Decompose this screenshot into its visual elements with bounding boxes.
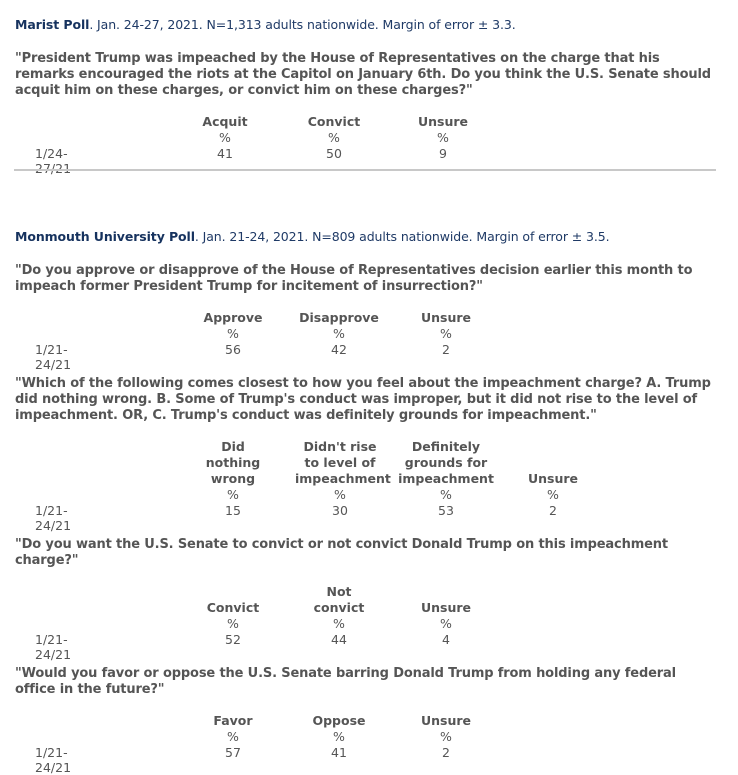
question-text: "Which of the following comes closest to how you feel about the impeachment charge? A. Trump did nothing wrong. B. Some of Trump's conduct was improper, but it did not rise to the level of impeachment. OR, C. Trump's conduct was definitely grounds for impeachment." <box>15 376 711 423</box>
column-header: Convict <box>307 114 361 129</box>
cell-value: 2 <box>442 745 450 760</box>
column: Did nothing wrong % 15 <box>198 439 268 519</box>
cell-value: 50 <box>326 146 342 161</box>
row-date: 1/21-24/21 <box>35 745 72 775</box>
divider <box>14 169 716 171</box>
column-header: Didn't rise to level of impeachment <box>295 439 391 486</box>
cell-value: 44 <box>331 632 347 647</box>
question-text: "Do you approve or disapprove of the House of Representatives decision earlier this month to impeach former President Trump for incitement of insurrection?" <box>15 263 693 294</box>
poll-header-monmouth <box>15 229 609 244</box>
cell-value: 42 <box>331 342 347 357</box>
cell-value: 56 <box>225 342 241 357</box>
column: Didn't rise to level of impeachment % 30 <box>288 439 392 519</box>
row-date: 1/21-24/21 <box>35 632 72 662</box>
question-text: "Do you want the U.S. Senate to convict or not convict Donald Trump on this impeachment charge?" <box>15 537 668 568</box>
poll-details: . Jan. 21-24, 2021. N=809 adults nationwide. Margin of error ± 3.5. <box>194 229 610 244</box>
cell-value: 2 <box>442 342 450 357</box>
column-header: Unsure <box>527 471 579 486</box>
column: Acquit % 41 <box>195 114 255 162</box>
column: Convict % 52 <box>198 600 268 648</box>
column: Oppose % 41 <box>304 713 374 761</box>
column-header: Oppose <box>312 713 366 728</box>
cell-value: 41 <box>331 745 347 760</box>
column-header: Unsure <box>420 310 472 325</box>
cell-value: 53 <box>438 503 454 518</box>
column: Not convict % 44 <box>304 584 374 648</box>
column: Convict % 50 <box>299 114 369 162</box>
question-text: "Would you favor or oppose the U.S. Senate barring Donald Trump from holding any federal office in the future?" <box>15 666 676 697</box>
row-date: 1/21-24/21 <box>35 503 72 533</box>
column: Approve % 56 <box>198 310 268 358</box>
column-header: Did nothing wrong <box>205 439 261 486</box>
column-header: Unsure <box>417 114 469 129</box>
poll-header-marist <box>15 17 516 32</box>
question-text: "President Trump was impeached by the House of Representatives on the charge that his remarks encouraged the riots at the Capitol on January 6th. Do you think the U.S. Senate should acquit him on these charges, or convict him on these charges?" <box>15 51 711 98</box>
poll-name: Monmouth University Poll <box>15 229 195 244</box>
column-header: Definitely grounds for impeachment <box>398 439 494 486</box>
row-date: 1/24-27/21 <box>35 146 72 176</box>
column-header: Disapprove <box>299 310 379 325</box>
column: Unsure % 9 <box>408 114 478 162</box>
column: Unsure % 2 <box>411 310 481 358</box>
cell-value: 57 <box>225 745 241 760</box>
column: Unsure % 2 <box>518 471 588 519</box>
column-header: Unsure <box>420 600 472 615</box>
cell-value: 15 <box>225 503 241 518</box>
column: Unsure % 2 <box>411 713 481 761</box>
column-header: Acquit <box>202 114 248 129</box>
cell-value: 9 <box>439 146 447 161</box>
cell-value: 4 <box>442 632 450 647</box>
poll-name: Marist Poll <box>15 17 90 32</box>
column: Definitely grounds for impeachment % 53 <box>394 439 498 519</box>
column: Disapprove % 42 <box>294 310 384 358</box>
column: Favor % 57 <box>198 713 268 761</box>
column-header: Approve <box>203 310 263 325</box>
column-header: Unsure <box>420 713 472 728</box>
column-header: Not convict <box>313 584 365 615</box>
column: Unsure % 4 <box>411 600 481 648</box>
row-date: 1/21-24/21 <box>35 342 72 372</box>
cell-value: 30 <box>332 503 348 518</box>
cell-value: 41 <box>217 146 233 161</box>
cell-value: 52 <box>225 632 241 647</box>
poll-details: . Jan. 24-27, 2021. N=1,313 adults nationwide. Margin of error ± 3.3. <box>89 17 516 32</box>
cell-value: 2 <box>549 503 557 518</box>
column-header: Favor <box>213 713 253 728</box>
column-header: Convict <box>206 600 260 615</box>
